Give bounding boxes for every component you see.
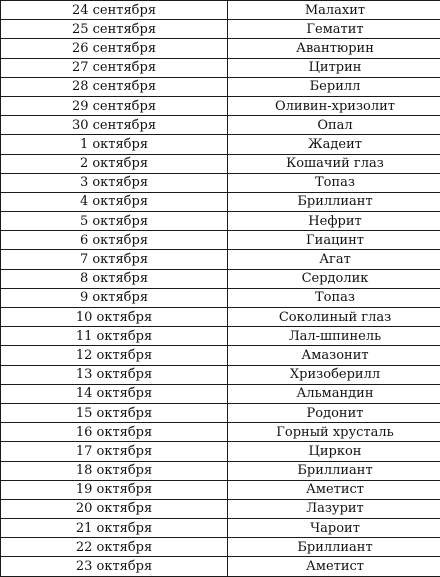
table-body [1,1,440,577]
date-cell: 15 октября [1,403,228,422]
date-cell: 28 сентября [1,77,228,96]
table-row [1,519,440,538]
table-row [1,442,440,461]
date-cell: 5 октября [1,212,228,231]
table-row [1,308,440,327]
stone-cell: Агат [228,250,440,269]
stone-cell: Родонит [228,403,440,422]
date-cell: 12 октября [1,346,228,365]
date-cell: 14 октября [1,384,228,403]
table-row [1,499,440,518]
date-cell: 29 сентября [1,96,228,115]
date-cell: 21 октября [1,519,228,538]
table-row [1,231,440,250]
date-cell: 13 октября [1,365,228,384]
date-cell: 18 октября [1,461,228,480]
table-row [1,192,440,211]
date-cell: 19 октября [1,480,228,499]
stone-cell: Лазурит [228,499,440,518]
table-row [1,403,440,422]
table-row [1,20,440,39]
date-cell: 9 октября [1,288,228,307]
stone-cell: Аметист [228,480,440,499]
date-cell: 23 октября [1,557,228,576]
table-row [1,327,440,346]
date-cell: 10 октября [1,308,228,327]
stone-cell: Горный хрусталь [228,423,440,442]
table-row [1,116,440,135]
table-row [1,288,440,307]
table-row [1,269,440,288]
stone-cell: Сердолик [228,269,440,288]
date-cell: 20 октября [1,499,228,518]
table-row [1,58,440,77]
stone-cell: Альмандин [228,384,440,403]
stone-cell: Соколиный глаз [228,308,440,327]
stone-cell: Гиацинт [228,231,440,250]
table-row [1,96,440,115]
stone-cell: Берилл [228,77,440,96]
stone-cell: Жадеит [228,135,440,154]
table-row [1,538,440,557]
date-cell: 6 октября [1,231,228,250]
stone-cell: Цитрин [228,58,440,77]
table-row [1,1,440,20]
date-cell: 17 октября [1,442,228,461]
stone-cell: Опал [228,116,440,135]
table-row [1,250,440,269]
date-cell: 1 октября [1,135,228,154]
stone-cell: Бриллиант [228,461,440,480]
date-cell: 2 октября [1,154,228,173]
date-cell: 26 сентября [1,39,228,58]
stone-cell: Кошачий глаз [228,154,440,173]
date-cell: 7 октября [1,250,228,269]
stone-cell: Циркон [228,442,440,461]
date-cell: 22 октября [1,538,228,557]
table-row [1,77,440,96]
date-cell: 30 сентября [1,116,228,135]
table-row [1,39,440,58]
table-row [1,135,440,154]
stone-cell: Гематит [228,20,440,39]
date-cell: 27 сентября [1,58,228,77]
date-cell: 3 октября [1,173,228,192]
date-cell: 8 октября [1,269,228,288]
stone-cell: Лал-шпинель [228,327,440,346]
stone-cell: Авантюрин [228,39,440,58]
table-row [1,461,440,480]
table-row [1,154,440,173]
stone-cell: Амазонит [228,346,440,365]
table-row [1,173,440,192]
stone-cell: Оливин-хризолит [228,96,440,115]
stone-cell: Бриллиант [228,192,440,211]
stone-cell: Хризоберилл [228,365,440,384]
table-row [1,423,440,442]
date-cell: 24 сентября [1,1,228,20]
date-cell: 11 октября [1,327,228,346]
table-row [1,212,440,231]
stone-cell: Бриллиант [228,538,440,557]
date-cell: 25 сентября [1,20,228,39]
stone-cell: Топаз [228,173,440,192]
table-row [1,384,440,403]
table-row [1,557,440,576]
stone-cell: Нефрит [228,212,440,231]
stone-cell: Аметист [228,557,440,576]
table-row [1,480,440,499]
stone-cell: Чароит [228,519,440,538]
stone-cell: Топаз [228,288,440,307]
table-row [1,365,440,384]
date-cell: 4 октября [1,192,228,211]
date-cell: 16 октября [1,423,228,442]
table-row [1,346,440,365]
stone-cell: Малахит [228,1,440,20]
